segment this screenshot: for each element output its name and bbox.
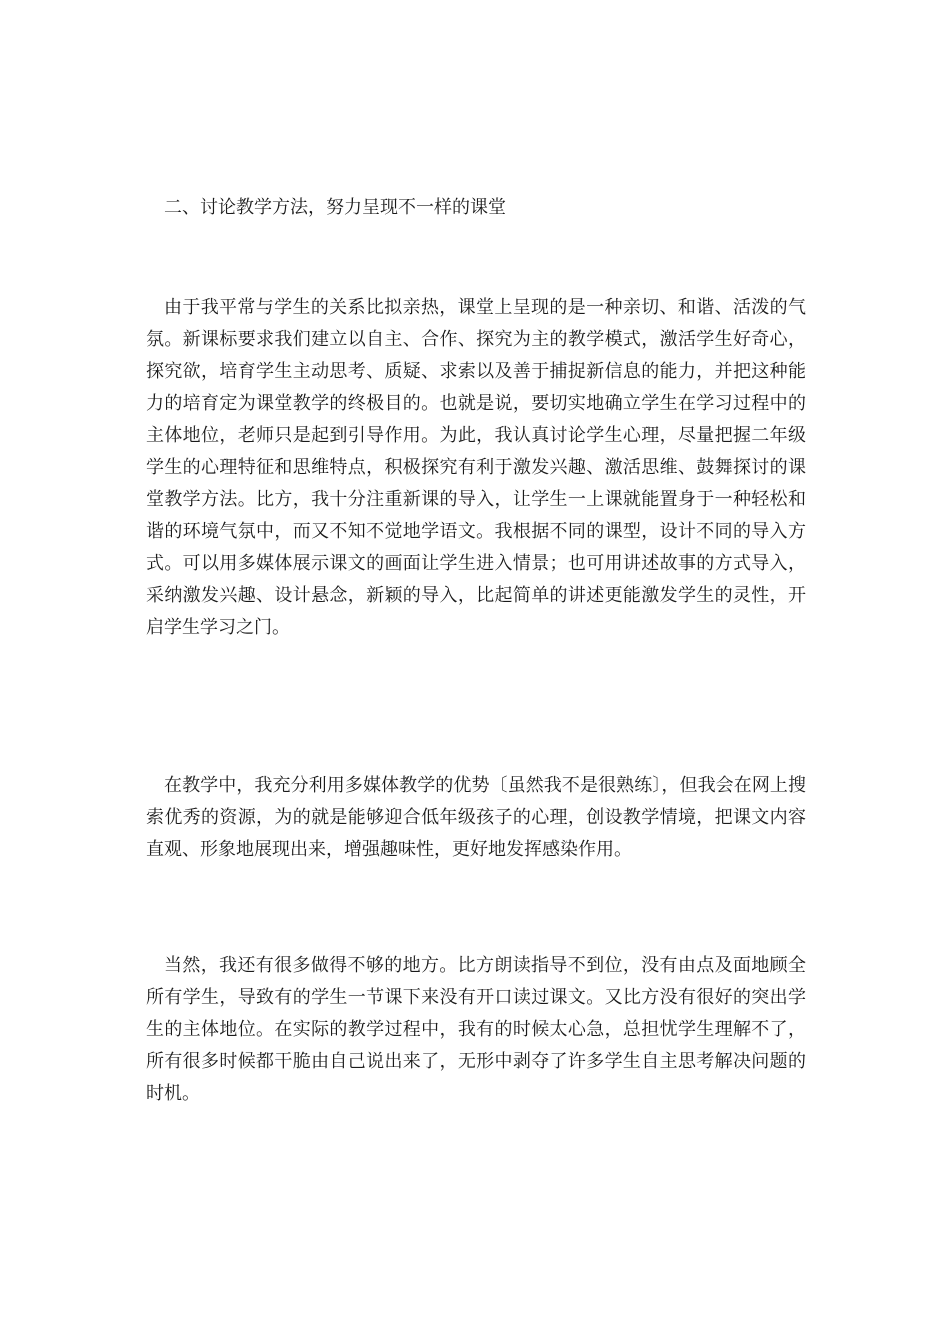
paragraph-teaching-methods: 由于我平常与学生的关系比拟亲热，课堂上呈现的是一种亲切、和谐、活泼的气氛。新课标要求我们建立以自主、合作、探究为主的教学模式，激活学生好奇心，探究欲，培育学生主动思考、质疑、求索以及善于捕捉新信息的能力，并把这种能力的培育定为课堂教学的终极目的。也就是说，要切实地确立学生在学习过程中的主体地位，老师只是起到引导作用。为此，我认真讨论学生心理，尽量把握二年级学生的心理特征和思维特点，积极探究有利于激发兴趣、激活思维、鼓舞探讨的课堂教学方法。比方，我十分注重新课的导入，让学生一上课就能置身于一种轻松和谐的环境气氛中，而又不知不觉地学语文。我根据不同的课型，设计不同的导入方式。可以用多媒体展示课文的画面让学生进入情景；也可用讲述故事的方式导入，采纳激发兴趣、设计悬念，新颖的导入，比起简单的讲述更能激发学生的灵性，开启学生学习之门。 — [146, 297, 806, 638]
paragraph-shortcomings: 当然，我还有很多做得不够的地方。比方朗读指导不到位，没有由点及面地顾全所有学生，导致有的学生一节课下来没有开口读过课文。又比方没有很好的突出学生的主体地位。在实际的教学过程中，我有的时候太心急，总担忧学生理解不了，所有很多时候都干脆由自己说出来了，无形中剥夺了许多学生自主思考解决问题的时机。 — [146, 955, 806, 1104]
paragraph-multimedia: 在教学中，我充分利用多媒体教学的优势〔虽然我不是很熟练〕，但我会在网上搜索优秀的资源，为的就是能够迎合低年级孩子的心理，创设教学情境，把课文内容直观、形象地展现出来，增强趣味性，更好地发挥感染作用。 — [146, 775, 806, 860]
section-heading: 二、讨论教学方法，努力呈现不一样的课堂 — [164, 197, 506, 218]
